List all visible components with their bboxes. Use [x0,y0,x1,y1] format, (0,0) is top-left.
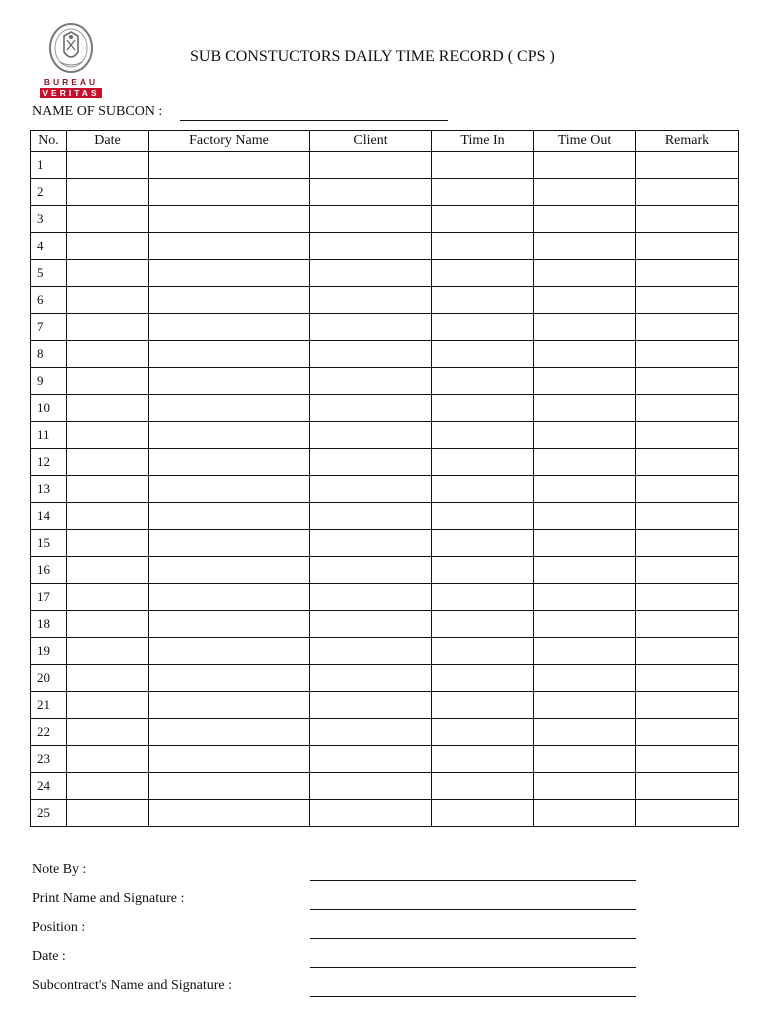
client-cell[interactable] [310,368,432,395]
client-cell[interactable] [310,233,432,260]
table-row [31,260,739,287]
row-number-cell: 2 [31,179,67,206]
table-row [31,584,739,611]
client-cell[interactable] [310,152,432,179]
factory-name-cell[interactable] [149,287,310,314]
time-out-cell[interactable] [534,206,636,233]
date-cell[interactable] [67,476,149,503]
date-field[interactable] [310,967,636,968]
subcontract-name-signature-field[interactable] [310,996,636,997]
row-number-cell: 21 [31,692,67,719]
client-cell[interactable] [310,476,432,503]
time-out-cell[interactable] [534,503,636,530]
column-header-client: Client [310,131,432,152]
row-number-cell: 3 [31,206,67,233]
table-row [31,314,739,341]
date-cell[interactable] [67,422,149,449]
table-row [31,746,739,773]
logo-word-veritas: VERITAS [40,88,102,98]
date-cell[interactable] [67,449,149,476]
remark-cell[interactable] [636,746,739,773]
factory-name-cell[interactable] [149,557,310,584]
date-cell[interactable] [67,152,149,179]
time-in-cell[interactable] [432,638,534,665]
row-number-cell: 22 [31,719,67,746]
factory-name-cell[interactable] [149,503,310,530]
time-in-cell[interactable] [432,422,534,449]
row-number-cell: 11 [31,422,67,449]
factory-name-cell[interactable] [149,584,310,611]
time-in-cell[interactable] [432,557,534,584]
factory-name-cell[interactable] [149,341,310,368]
row-number-cell: 17 [31,584,67,611]
bureau-veritas-logo [40,22,102,98]
time-record-table [30,130,739,827]
time-out-cell[interactable] [534,233,636,260]
row-number-cell: 19 [31,638,67,665]
row-number-cell: 14 [31,503,67,530]
date-cell[interactable] [67,503,149,530]
date-cell[interactable] [67,638,149,665]
table-row [31,665,739,692]
position-field[interactable] [310,938,636,939]
remark-cell[interactable] [636,503,739,530]
factory-name-cell[interactable] [149,206,310,233]
date-cell[interactable] [67,584,149,611]
document-title: SUB CONSTUCTORS DAILY TIME RECORD ( CPS ) [190,48,555,65]
table-row [31,773,739,800]
time-out-cell[interactable] [534,260,636,287]
column-header-remark: Remark [636,131,739,152]
factory-name-cell[interactable] [149,422,310,449]
table-row [31,368,739,395]
time-in-cell[interactable] [432,314,534,341]
time-out-cell[interactable] [534,638,636,665]
row-number-cell: 7 [31,314,67,341]
row-number-cell: 23 [31,746,67,773]
table-row [31,341,739,368]
column-header-time-in: Time In [432,131,534,152]
date-label: Date : [32,949,66,964]
time-in-cell[interactable] [432,530,534,557]
remark-cell[interactable] [636,692,739,719]
client-cell[interactable] [310,260,432,287]
time-out-cell[interactable] [534,665,636,692]
factory-name-cell[interactable] [149,719,310,746]
client-cell[interactable] [310,800,432,827]
time-in-cell[interactable] [432,719,534,746]
row-number-cell: 16 [31,557,67,584]
table-row [31,152,739,179]
subcontract-name-signature-label: Subcontract's Name and Signature : [32,978,233,993]
remark-cell[interactable] [636,287,739,314]
date-cell[interactable] [67,611,149,638]
remark-cell[interactable] [636,449,739,476]
row-number-cell: 10 [31,395,67,422]
table-row [31,503,739,530]
table-row [31,395,739,422]
date-cell[interactable] [67,773,149,800]
time-in-cell[interactable] [432,692,534,719]
column-header-time-out: Time Out [534,131,636,152]
time-in-cell[interactable] [432,476,534,503]
remark-cell[interactable] [636,476,739,503]
row-number-cell: 15 [31,530,67,557]
client-cell[interactable] [310,773,432,800]
subcon-name-field[interactable] [180,120,448,121]
factory-name-cell[interactable] [149,449,310,476]
factory-name-cell[interactable] [149,746,310,773]
remark-cell[interactable] [636,638,739,665]
row-number-cell: 6 [31,287,67,314]
date-cell[interactable] [67,800,149,827]
time-out-cell[interactable] [534,449,636,476]
time-out-cell[interactable] [534,800,636,827]
print-name-signature-field[interactable] [310,909,636,910]
table-row [31,179,739,206]
client-cell[interactable] [310,314,432,341]
factory-name-cell[interactable] [149,233,310,260]
client-cell[interactable] [310,530,432,557]
table-row [31,638,739,665]
time-out-cell[interactable] [534,152,636,179]
table-row [31,530,739,557]
time-in-cell[interactable] [432,773,534,800]
row-number-cell: 18 [31,611,67,638]
remark-cell[interactable] [636,665,739,692]
date-cell[interactable] [67,692,149,719]
row-number-cell: 4 [31,233,67,260]
client-cell[interactable] [310,395,432,422]
time-in-cell[interactable] [432,341,534,368]
row-number-cell: 20 [31,665,67,692]
row-number-cell: 25 [31,800,67,827]
time-in-cell[interactable] [432,233,534,260]
date-cell[interactable] [67,557,149,584]
client-cell[interactable] [310,179,432,206]
client-cell[interactable] [310,503,432,530]
date-cell[interactable] [67,530,149,557]
time-out-cell[interactable] [534,395,636,422]
time-out-cell[interactable] [534,368,636,395]
remark-cell[interactable] [636,368,739,395]
table-row [31,611,739,638]
time-out-cell[interactable] [534,179,636,206]
factory-name-cell[interactable] [149,152,310,179]
time-in-cell[interactable] [432,665,534,692]
table-row [31,287,739,314]
column-header-factory-name: Factory Name [149,131,310,152]
table-row [31,476,739,503]
date-cell[interactable] [67,206,149,233]
note-by-field[interactable] [310,880,636,881]
factory-name-cell[interactable] [149,665,310,692]
time-out-cell[interactable] [534,611,636,638]
remark-cell[interactable] [636,395,739,422]
print-name-signature-label: Print Name and Signature : [32,891,185,906]
date-cell[interactable] [67,665,149,692]
date-cell[interactable] [67,746,149,773]
client-cell[interactable] [310,638,432,665]
factory-name-cell[interactable] [149,638,310,665]
column-header-date: Date [67,131,149,152]
factory-name-cell[interactable] [149,800,310,827]
table-row [31,557,739,584]
time-out-cell[interactable] [534,746,636,773]
row-number-cell: 9 [31,368,67,395]
column-header-no: No. [31,131,67,152]
date-cell[interactable] [67,368,149,395]
remark-cell[interactable] [636,260,739,287]
time-in-cell[interactable] [432,152,534,179]
date-cell[interactable] [67,260,149,287]
remark-cell[interactable] [636,314,739,341]
client-cell[interactable] [310,422,432,449]
row-number-cell: 8 [31,341,67,368]
time-out-cell[interactable] [534,341,636,368]
table-body [31,152,739,827]
client-cell[interactable] [310,692,432,719]
remark-cell[interactable] [636,584,739,611]
client-cell[interactable] [310,665,432,692]
client-cell[interactable] [310,746,432,773]
client-cell[interactable] [310,611,432,638]
table-row [31,422,739,449]
date-cell[interactable] [67,314,149,341]
time-out-cell[interactable] [534,719,636,746]
time-in-cell[interactable] [432,746,534,773]
remark-cell[interactable] [636,206,739,233]
row-number-cell: 24 [31,773,67,800]
client-cell[interactable] [310,449,432,476]
remark-cell[interactable] [636,233,739,260]
remark-cell[interactable] [636,719,739,746]
factory-name-cell[interactable] [149,692,310,719]
factory-name-cell[interactable] [149,530,310,557]
remark-cell[interactable] [636,152,739,179]
client-cell[interactable] [310,287,432,314]
time-in-cell[interactable] [432,449,534,476]
table-header-row [31,131,739,152]
factory-name-cell[interactable] [149,314,310,341]
time-out-cell[interactable] [534,557,636,584]
table-row [31,233,739,260]
remark-cell[interactable] [636,530,739,557]
subcon-name-label: NAME OF SUBCON : [32,104,163,119]
table-row [31,719,739,746]
client-cell[interactable] [310,341,432,368]
remark-cell[interactable] [636,611,739,638]
factory-name-cell[interactable] [149,395,310,422]
time-out-cell[interactable] [534,287,636,314]
time-in-cell[interactable] [432,395,534,422]
bureau-veritas-seal-icon [48,22,94,74]
factory-name-cell[interactable] [149,773,310,800]
time-in-cell[interactable] [432,503,534,530]
table-row [31,800,739,827]
factory-name-cell[interactable] [149,611,310,638]
factory-name-cell[interactable] [149,260,310,287]
remark-cell[interactable] [636,773,739,800]
time-out-cell[interactable] [534,314,636,341]
time-out-cell[interactable] [534,773,636,800]
table-row [31,206,739,233]
time-out-cell[interactable] [534,530,636,557]
remark-cell[interactable] [636,557,739,584]
time-in-cell[interactable] [432,287,534,314]
date-cell[interactable] [67,719,149,746]
time-out-cell[interactable] [534,422,636,449]
row-number-cell: 5 [31,260,67,287]
time-in-cell[interactable] [432,584,534,611]
time-in-cell[interactable] [432,611,534,638]
time-in-cell[interactable] [432,206,534,233]
factory-name-cell[interactable] [149,368,310,395]
factory-name-cell[interactable] [149,179,310,206]
time-in-cell[interactable] [432,800,534,827]
row-number-cell: 1 [31,152,67,179]
date-cell[interactable] [67,233,149,260]
client-cell[interactable] [310,557,432,584]
date-cell[interactable] [67,341,149,368]
time-in-cell[interactable] [432,260,534,287]
time-in-cell[interactable] [432,368,534,395]
table-row [31,449,739,476]
time-out-cell[interactable] [534,584,636,611]
remark-cell[interactable] [636,341,739,368]
time-out-cell[interactable] [534,476,636,503]
date-cell[interactable] [67,287,149,314]
factory-name-cell[interactable] [149,476,310,503]
row-number-cell: 12 [31,449,67,476]
note-by-label: Note By : [32,862,87,877]
date-cell[interactable] [67,179,149,206]
logo-word-bureau: BUREAU [40,77,102,87]
client-cell[interactable] [310,206,432,233]
client-cell[interactable] [310,719,432,746]
table-row [31,692,739,719]
remark-cell[interactable] [636,800,739,827]
client-cell[interactable] [310,584,432,611]
time-out-cell[interactable] [534,692,636,719]
row-number-cell: 13 [31,476,67,503]
date-cell[interactable] [67,395,149,422]
remark-cell[interactable] [636,422,739,449]
position-label: Position : [32,920,86,935]
time-in-cell[interactable] [432,179,534,206]
remark-cell[interactable] [636,179,739,206]
